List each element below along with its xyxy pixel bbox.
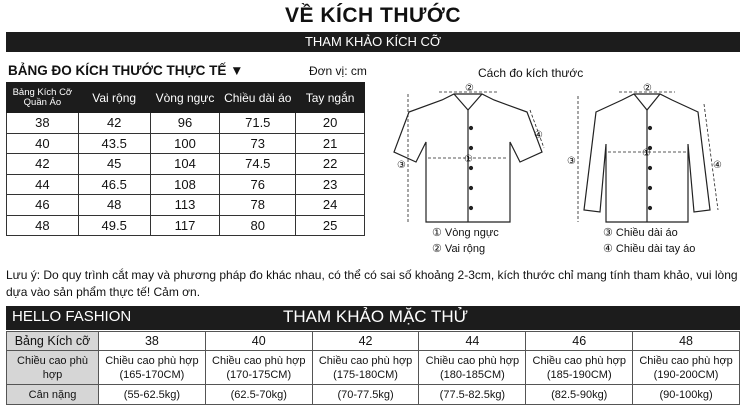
height-label: Chiều cao phù hợp [318, 354, 413, 367]
table-cell [526, 351, 633, 385]
table-cell: 104 [150, 154, 220, 175]
header-short-sleeve: Tay ngắn [296, 83, 365, 113]
header-chest: Vòng ngực [150, 83, 220, 113]
fit-section-heading: THAM KHẢO MẶC THỬ [283, 307, 469, 326]
table-cell: 74.5 [220, 154, 296, 175]
row-label-weight: Cân nặng [7, 385, 99, 405]
table-cell: 117 [150, 215, 220, 236]
table-cell: 40 [205, 332, 312, 351]
table-cell: 46 [7, 195, 79, 216]
table-cell [99, 351, 206, 385]
table-cell [312, 351, 419, 385]
table-cell: 24 [296, 195, 365, 216]
marker-chest-long: ① [642, 148, 651, 159]
table-cell: 21 [296, 133, 365, 154]
table-cell: (90-100kg) [633, 385, 740, 405]
table-cell: 78 [220, 195, 296, 216]
table-cell: 73 [220, 133, 296, 154]
table-cell: 40 [7, 133, 79, 154]
table-cell: 100 [150, 133, 220, 154]
header-size-chart: Bảng Kích Cỡ Quần Áo [7, 83, 79, 113]
table-cell: 49.5 [78, 215, 150, 236]
table-cell: 46.5 [78, 174, 150, 195]
table-cell: 20 [296, 113, 365, 134]
row-label-size: Bảng Kích cỡ [7, 332, 99, 351]
table-cell: 46 [526, 332, 633, 351]
table-cell: 25 [296, 215, 365, 236]
table-cell: 42 [78, 113, 150, 134]
table-cell: 38 [7, 113, 79, 134]
marker-chest-short: ① [464, 154, 473, 165]
fit-table [6, 331, 740, 405]
disclaimer-note: Lưu ý: Do quy trình cắt may và phương pháp đo khác nhau, có thể có sai số khoảng 2-3cm, kích thước chỉ mang tính tham khảo, vui lòng dựa vào sản phẩm thực tế! Cảm ơn. [6, 268, 738, 299]
marker-sleeve-short: ④ [534, 130, 543, 141]
row-label-height: Chiều cao phù hợp [7, 351, 99, 385]
table-cell: 42 [312, 332, 419, 351]
table-cell: 113 [150, 195, 220, 216]
table-cell: (70-77.5kg) [312, 385, 419, 405]
height-range: (190-200CM) [653, 368, 719, 381]
header-length: Chiều dài áo [220, 83, 296, 113]
marker-shoulder-long: ② [643, 83, 652, 94]
measure-guide-title: Cách đo kích thước [478, 66, 584, 80]
table-cell: 38 [99, 332, 206, 351]
marker-length-short: ③ [397, 160, 406, 171]
height-label: Chiều cao phù hợp [639, 354, 733, 367]
table-cell: 71.5 [220, 113, 296, 134]
height-label: Chiều cao phù hợp [212, 354, 306, 367]
table-row [7, 215, 365, 236]
page-title: VỀ KÍCH THƯỚC [284, 4, 461, 27]
header-shoulder: Vai rộng [78, 83, 150, 113]
height-range: (185-190CM) [546, 368, 612, 381]
table-cell: 45 [78, 154, 150, 175]
table-cell: 48 [633, 332, 740, 351]
table-cell: 22 [296, 154, 365, 175]
height-range: (170-175CM) [226, 368, 292, 381]
table-cell: 80 [220, 215, 296, 236]
marker-length-long: ③ [567, 156, 576, 167]
table-cell [633, 351, 740, 385]
size-table-header-row [7, 83, 365, 113]
table-cell: 42 [7, 154, 79, 175]
unit-label: Đơn vị: cm [309, 64, 367, 78]
legend-length: ③ Chiều dài áo [603, 227, 678, 239]
height-label: Chiều cao phù hợp [425, 354, 520, 367]
legend-chest: ① Vòng ngực [432, 227, 499, 239]
table-cell: 48 [7, 215, 79, 236]
table-cell: 76 [220, 174, 296, 195]
table-row [7, 154, 365, 175]
table-cell: 48 [78, 195, 150, 216]
table-row [7, 351, 740, 385]
legend-sleeve-length: ④ Chiều dài tay áo [603, 243, 696, 255]
table-row [7, 385, 740, 405]
table-row [7, 113, 365, 134]
table-cell: 96 [150, 113, 220, 134]
table-cell: (62.5-70kg) [205, 385, 312, 405]
height-label: Chiều cao phù hợp [105, 354, 199, 367]
height-range: (165-170CM) [119, 368, 185, 381]
legend-shoulder: ② Vai rộng [432, 243, 486, 255]
table-cell [205, 351, 312, 385]
fit-section-banner [6, 306, 740, 330]
table-cell: 23 [296, 174, 365, 195]
height-label: Chiều cao phù hợp [532, 354, 626, 367]
size-table-heading: BẢNG ĐO KÍCH THƯỚC THỰC TẾ ▼ [8, 63, 244, 78]
table-cell: (77.5-82.5kg) [419, 385, 526, 405]
table-row [7, 133, 365, 154]
marker-shoulder-short: ② [465, 83, 474, 94]
table-row [7, 174, 365, 195]
table-row [7, 332, 740, 351]
table-cell [419, 351, 526, 385]
table-cell: 43.5 [78, 133, 150, 154]
table-cell: 44 [419, 332, 526, 351]
marker-sleeve-long: ④ [713, 160, 722, 171]
size-table [6, 82, 365, 236]
brand-name: HELLO FASHION [12, 308, 132, 325]
table-cell: (82.5-90kg) [526, 385, 633, 405]
height-range: (175-180CM) [333, 368, 398, 381]
table-row [7, 195, 365, 216]
size-reference-banner: THAM KHẢO KÍCH CỠ [6, 32, 740, 52]
height-range: (180-185CM) [439, 368, 505, 381]
table-cell: 108 [150, 174, 220, 195]
table-cell: (55-62.5kg) [99, 385, 206, 405]
table-cell: 44 [7, 174, 79, 195]
